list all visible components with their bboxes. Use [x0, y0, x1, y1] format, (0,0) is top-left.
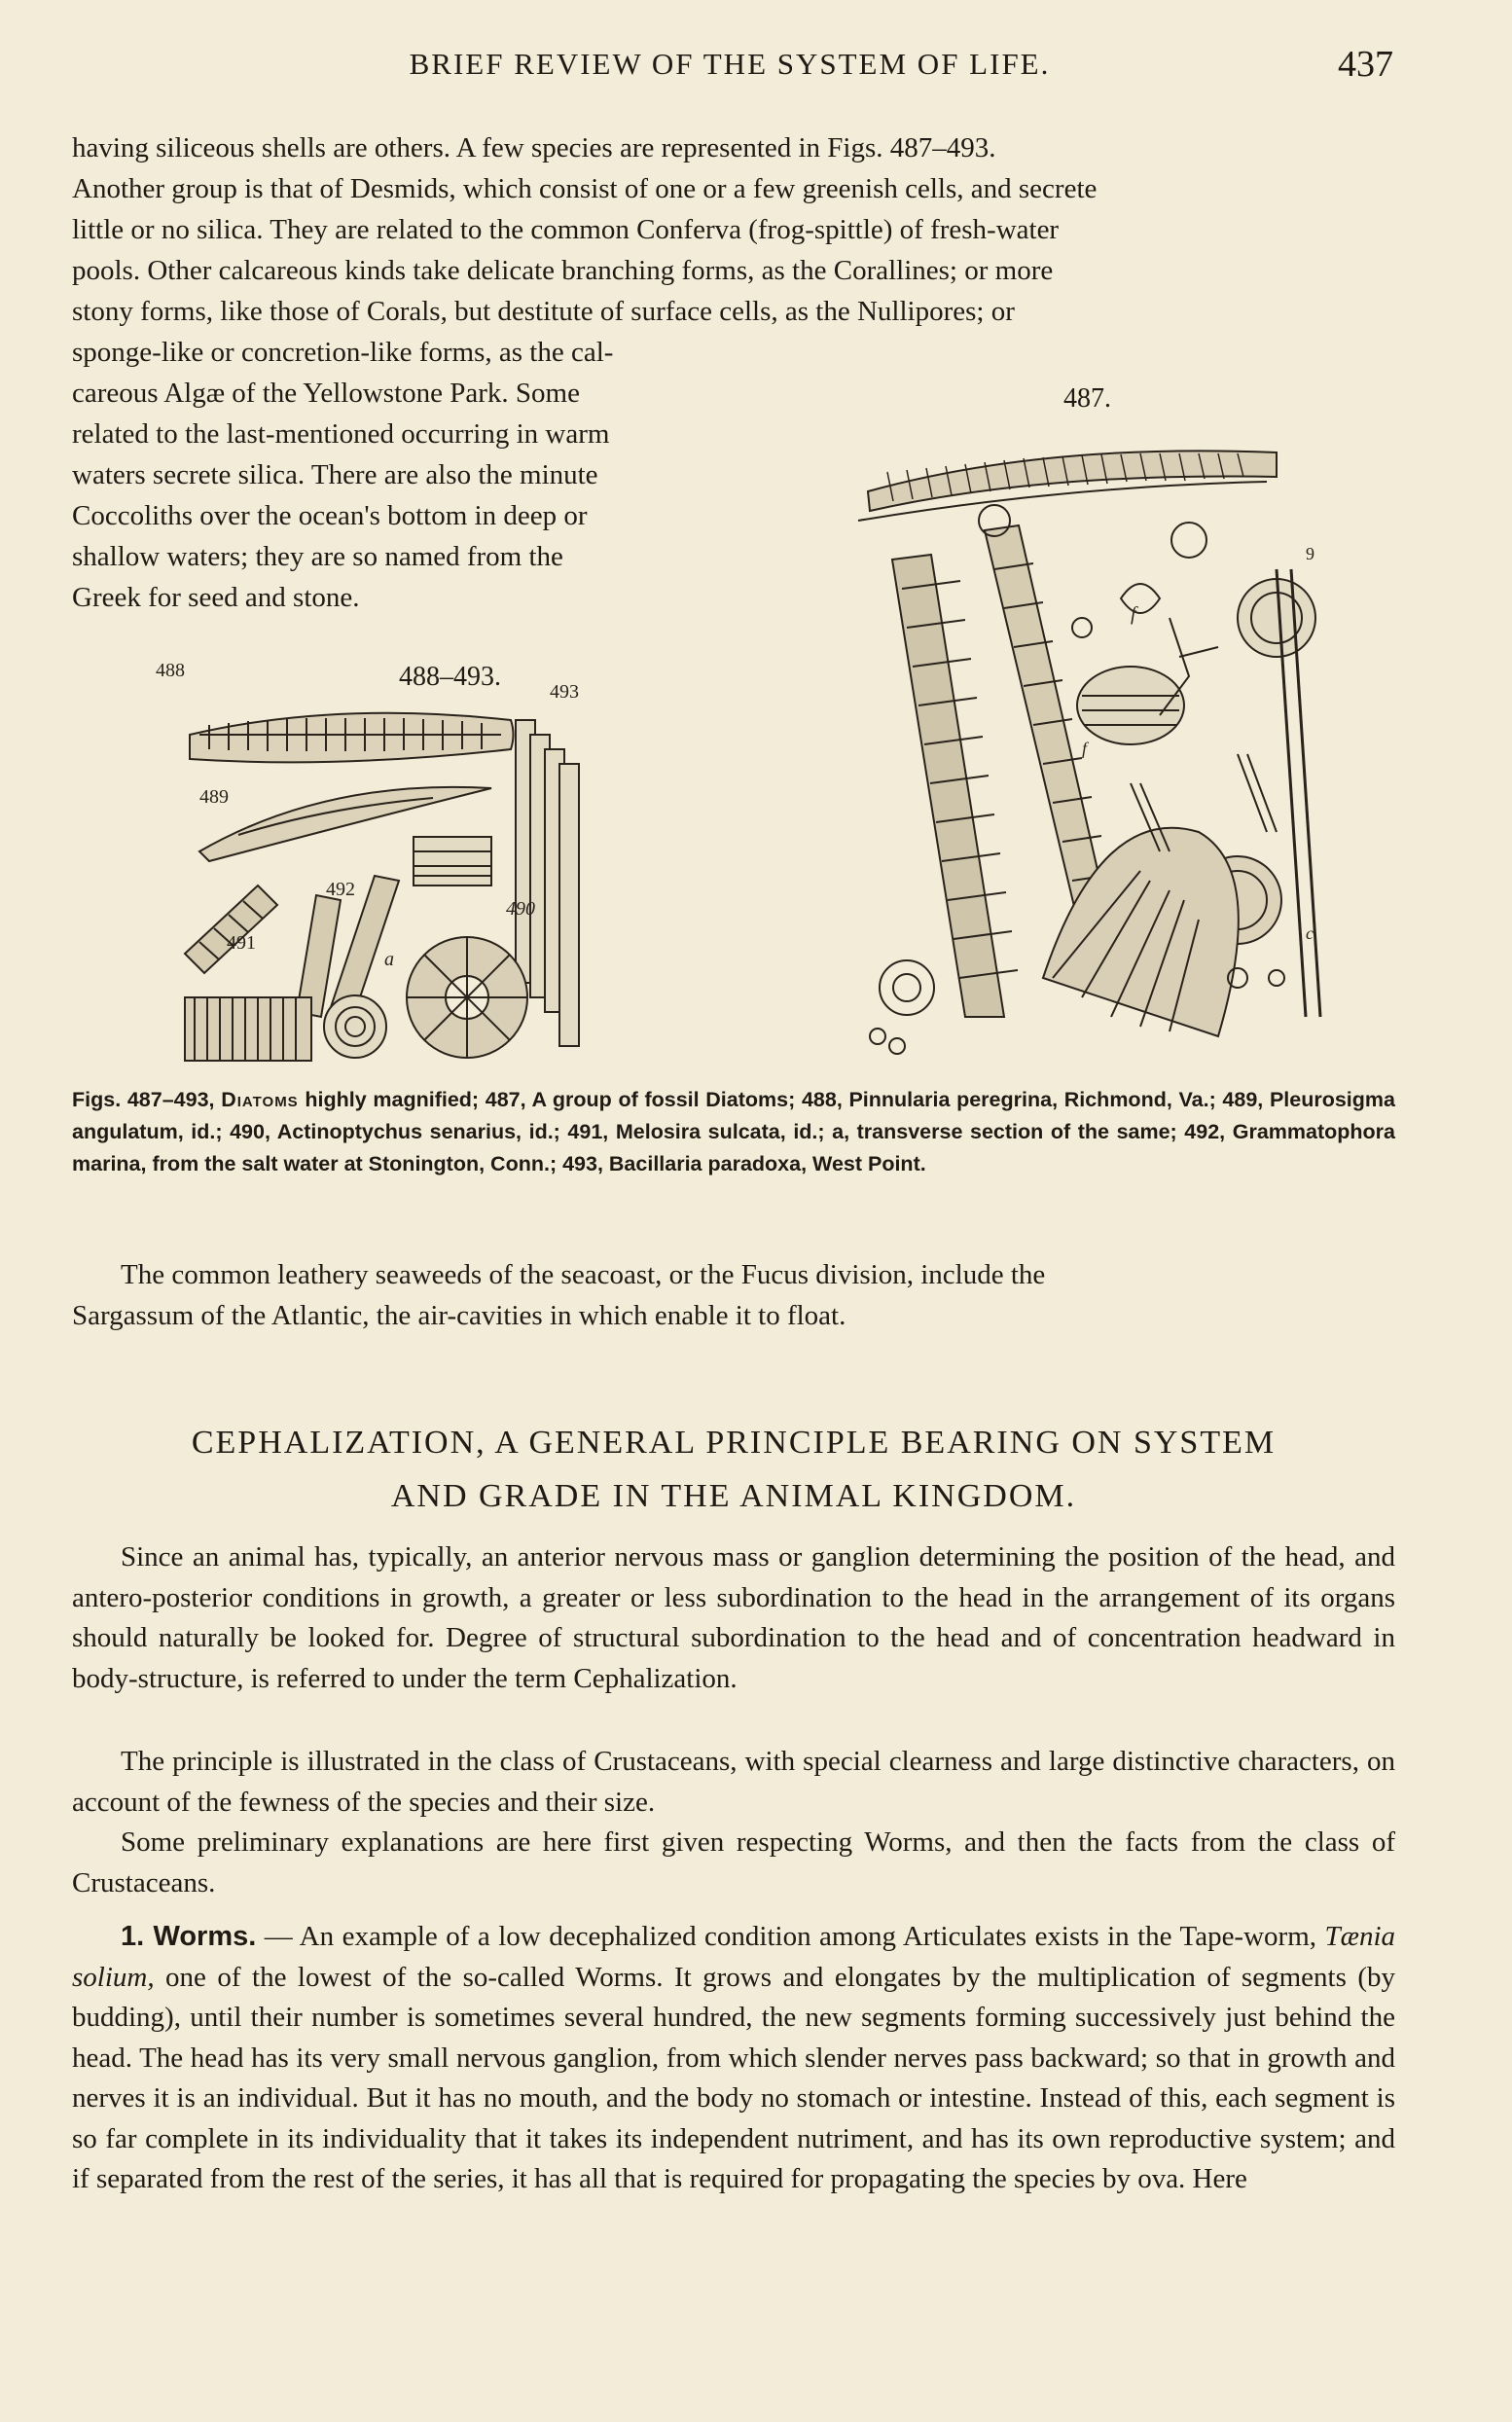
figure-487-label-f2: f: [1082, 739, 1088, 758]
side-line-1: sponge-like or concretion-like forms, as the cal-: [72, 337, 614, 368]
fucus-line-2: Sargassum of the Atlantic, the air-cavities in which enable it to float.: [72, 1300, 846, 1331]
side-line-4: waters secrete silica. There are also the minute: [72, 459, 598, 490]
figure-label-490: 490: [506, 898, 535, 920]
figure-label-493: 493: [550, 681, 579, 703]
side-line-5: Coccoliths over the ocean's bottom in deep or: [72, 500, 588, 531]
intro-line-4: pools. Other calcareous kinds take delicate branching forms, as the Corallines; or more: [72, 255, 1054, 286]
intro-line-3: little or no silica. They are related to the common Conferva (frog-spittle) of fresh-water: [72, 214, 1060, 245]
side-line-3: related to the last-mentioned occurring in warm: [72, 418, 610, 450]
page-number: 437: [1338, 44, 1393, 85]
intro-line-2: Another group is that of Desmids, which consist of one or a few greenish cells, and secrete: [72, 173, 1098, 204]
figure-488-493-illustration: [156, 660, 618, 1066]
side-line-2: careous Algæ of the Yellowstone Park. Some: [72, 378, 580, 409]
intro-line-1: having siliceous shells are others. A few species are represented in Figs. 487–493.: [72, 132, 996, 163]
figure-487-illustration: [848, 433, 1333, 1066]
figure-488-493-title: 488–493.: [399, 662, 501, 692]
running-title: BRIEF REVIEW OF THE SYSTEM OF LIFE.: [409, 47, 1051, 81]
figure-487-label-9: 9: [1306, 544, 1314, 563]
figure-label-a: a: [384, 949, 394, 970]
intro-line-5: stony forms, like those of Corals, but destitute of surface cells, as the Nullipores; or: [72, 296, 1015, 327]
figure-487-title: 487.: [1063, 383, 1111, 414]
figure-label-489: 489: [199, 786, 229, 808]
section-paragraph-1: Since an animal has, typically, an anterior nervous mass or ganglion determining the position of the head, and antero-posterior conditions in growth, a greater or less subordination to the head in the arrangement of its organs should naturally be looked for. Degree of structural subordination to the head and of concentration headward in body-structure, is referred to under the term Cephalization.: [72, 1541, 1395, 1694]
figure-label-492: 492: [326, 879, 355, 900]
section-heading-line-2: AND GRADE IN THE ANIMAL KINGDOM.: [390, 1478, 1077, 1514]
caption-term: Diatoms: [221, 1088, 299, 1111]
side-line-7: Greek for seed and stone.: [72, 582, 360, 613]
fucus-line-1: The common leathery seaweeds of the seacoast, or the Fucus division, include the: [121, 1259, 1046, 1290]
species-name: Tænia solium,: [72, 1921, 1396, 1993]
section-paragraph-3: Some preliminary explanations are here first given respecting Worms, and then the facts from the class of Crustaceans.: [72, 1826, 1395, 1898]
figure-487-label-f1: f: [1131, 603, 1136, 625]
figure-caption: Figs. 487–493, Diatoms highly magnified; 487, A group of fossil Diatoms; 488, Pinnularia peregrina, Richmond, Va.; 489, Pleurosigma angulatum, id.; 490, Actinoptychus senarius, id.; 491, Melosira sulcata, id.; a, transverse section of the same; 492, Grammatophora marina, from the salt water at Stonington, Conn.; 493, Bacillaria paradoxa, West Point.: [72, 1088, 1395, 1175]
section-paragraph-2: The principle is illustrated in the class of Crustaceans, with special clearness and large distinctive characters, on account of the fewness of the species and their size.: [72, 1746, 1395, 1818]
figure-487-label-c: c: [1306, 923, 1314, 943]
side-line-6: shallow waters; they are so named from the: [72, 541, 563, 572]
worms-label: 1. Worms.: [121, 1921, 257, 1952]
section-heading-line-1: CEPHALIZATION, A GENERAL PRINCIPLE BEARING ON SYSTEM: [191, 1425, 1277, 1461]
section-paragraph-4: 1. Worms. — An example of a low decephalized condition among Articulates exists in the Tape-worm, Tænia solium, one of the lowest of the so-called Worms. It grows and elongates by the multiplication of segments (by budding), until their number is sometimes several hundred, the new segments forming successively just behind the head. The head has its very small nervous ganglion, from which slender nerves pass backward; so that in growth and nerves it is an individual. But it has no mouth, and the body no stomach or intestine. Instead of this, each segment is so far complete in its individuality that it takes its independent nutriment, and has its own reproductive system; and if separated from the rest of the series, it has all that is required for propagating the species by ova. Here: [72, 1921, 1396, 2194]
figure-label-488: 488: [156, 660, 185, 681]
figure-label-491: 491: [227, 932, 256, 954]
